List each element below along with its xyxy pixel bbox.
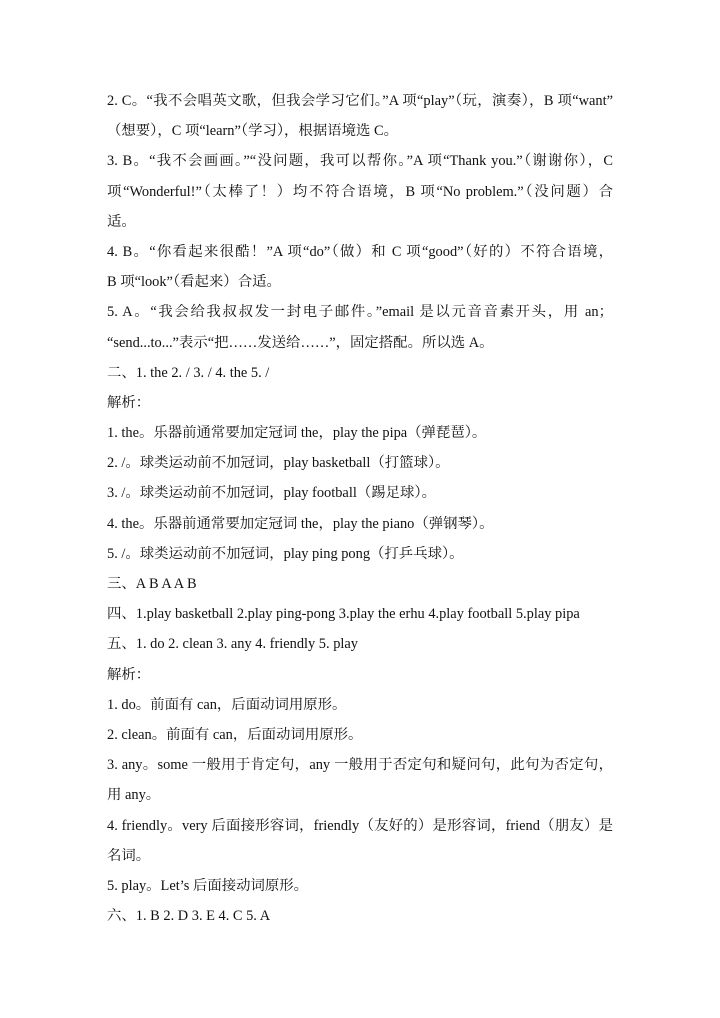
text-line: “send...to...”表示“把……发送给……”，固定搭配。所以选 A。 <box>107 334 494 351</box>
analysis-heading: 解析： <box>107 394 151 411</box>
text-line: B 项“look”（看起来）合适。 <box>107 274 281 291</box>
text-line: 1. do。前面有 can，后面动词用原形。 <box>107 696 347 713</box>
section-3-answers: 三、A B A A B <box>107 576 197 592</box>
section-2-answers: 二、1. the 2. / 3. / 4. the 5. / <box>107 364 270 381</box>
text-line: 项“Wonderful!”（太棒了！）均不符合语境，B 项“No problem.”（没问题）合 <box>107 183 613 200</box>
text-line: 1. the。乐器前通常要加定冠词 the，play the pipa（弹琵琶）。 <box>107 425 487 442</box>
text-line: 2. clean。前面有 can，后面动词用原形。 <box>107 726 363 743</box>
section-4-answers: 四、1.play basketball 2.play ping-pong 3.play the erhu 4.play football 5.play pipa <box>107 606 580 623</box>
text-line: 2. C。“我不会唱英文歌，但我会学习它们。”A 项“play”（玩，演奏），B 项“want” <box>107 93 613 109</box>
text-line: 3. any。some 一般用于肯定句，any 一般用于否定句和疑问句，此句为否定句， <box>107 757 613 774</box>
text-line: 名词。 <box>107 847 151 864</box>
text-line: 5. /。球类运动前不加冠词，play ping pong（打乒乓球）。 <box>107 545 464 562</box>
text-line: 4. the。乐器前通常要加定冠词 the，play the piano（弹钢琴）。 <box>107 515 494 532</box>
text-line: 3. /。球类运动前不加冠词，play football（踢足球）。 <box>107 485 436 502</box>
section-5-answers: 五、1. do 2. clean 3. any 4. friendly 5. play <box>107 636 358 653</box>
text-line: 5. A。“我会给我叔叔发一封电子邮件。”email 是以元音音素开头，用 an； <box>107 304 613 321</box>
text-line: 4. B。“你看起来很酷！”A 项“do”（做）和 C 项“good”（好的）不符合语境， <box>107 243 613 260</box>
analysis-heading: 解析： <box>107 666 151 683</box>
text-line: 用 any。 <box>107 787 161 804</box>
text-line: 3. B。“我不会画画。”“没问题，我可以帮你。”A 项“Thank you.”（谢谢你），C <box>107 153 613 170</box>
text-line: 5. play。Let’s 后面接动词原形。 <box>107 877 309 894</box>
section-6-answers: 六、1. B 2. D 3. E 4. C 5. A <box>107 908 271 925</box>
answer-key-document <box>107 86 613 931</box>
text-line: 适。 <box>107 213 136 230</box>
text-line: 2. /。球类运动前不加冠词，play basketball（打篮球）。 <box>107 455 450 472</box>
text-line: （想要），C 项“learn”（学习），根据语境选 C。 <box>107 123 398 140</box>
text-line: 4. friendly。very 后面接形容词，friendly（友好的）是形容词，friend（朋友）是 <box>107 817 613 834</box>
